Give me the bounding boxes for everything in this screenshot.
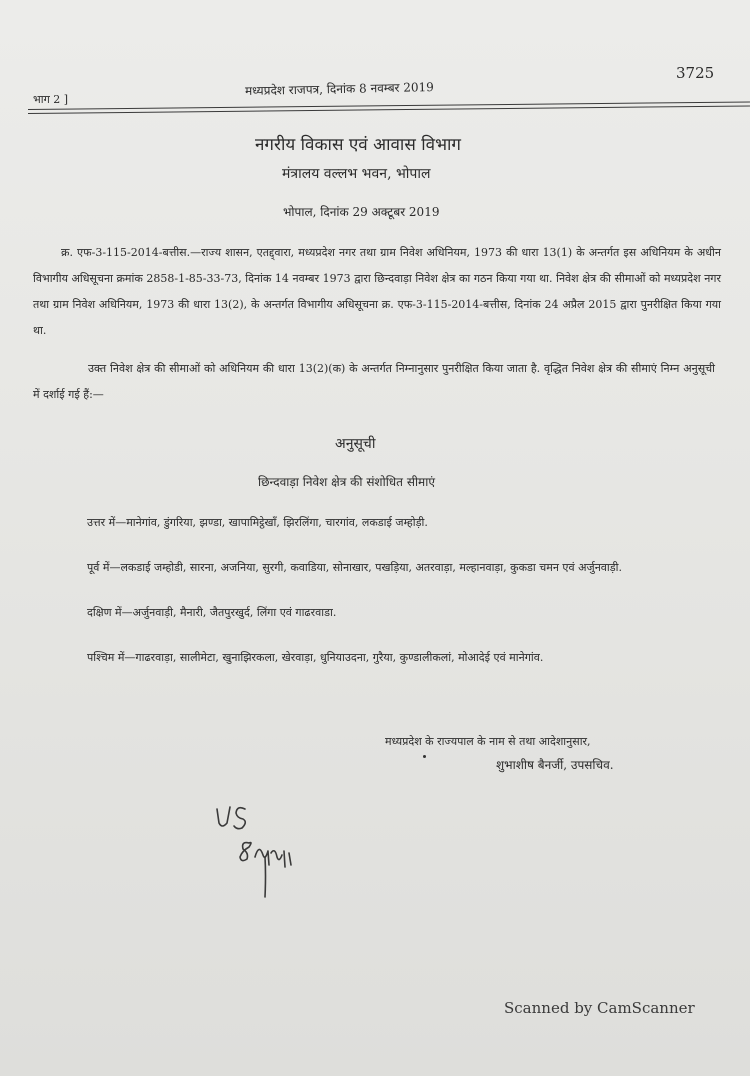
signatory-name: शुभाशीष बैनर्जी, उपसचिव. — [496, 758, 614, 772]
place-date: भोपाल, दिनांक 29 अक्टूबर 2019 — [283, 205, 440, 219]
ministry-address: मंत्रालय वल्लभ भवन, भोपाल — [282, 166, 431, 182]
department-title: नगरीय विकास एवं आवास विभाग — [255, 135, 461, 155]
handwritten-initials — [205, 795, 315, 905]
schedule-title: अनुसूची — [335, 436, 376, 452]
header-rule-bottom — [28, 105, 750, 114]
notification-paragraph-2: उक्त निवेश क्षेत्र की सीमाओं को अधिनियम की धारा 13(2)(क) के अन्तर्गत निम्नानुसार पुनरीक्षित किया जाता है. वृद्धित निवेश क्षेत्र की सीमाएं निम्न अनुसूची में दर्शाई गई हैं:— — [33, 362, 715, 401]
page-number: 3725 — [676, 64, 715, 82]
boundary-west: पश्चिम में—गाढरवाड़ा, सालीमेटा, खुनाझिरकला, खेरवाड़ा, धुनियाउदना, गुरैया, कुण्डालीकलां, मोआदेई एवं मानेगांव. — [87, 651, 544, 664]
gazette-header: मध्यप्रदेश राजपत्र, दिनांक 8 नवम्बर 2019 — [244, 80, 435, 98]
schedule-subtitle: छिन्दवाड़ा निवेश क्षेत्र की संशोधित सीमाएं — [258, 475, 435, 489]
scanner-watermark: Scanned by CamScanner — [504, 999, 695, 1017]
stray-dot — [423, 755, 426, 758]
section-label: भाग 2 ] — [33, 93, 69, 106]
boundary-east: पूर्व में—लकडाई जम्होडी, सारना, अजनिया, सुरगी, कवाडिया, सोनाखार, पखड़िया, अतरवाड़ा, मल्हानवाड़ा, कुकडा चमन एवं अर्जुनवाड़ी. — [87, 561, 622, 574]
signature-authority: मध्यप्रदेश के राज्यपाल के नाम से तथा आदेशानुसार, — [385, 735, 591, 748]
notification-paragraph-1: क्र. एफ-3-115-2014-बत्तीस.—राज्य शासन, एतद्द्वारा, मध्यप्रदेश नगर तथा ग्राम निवेश अधिनियम, 1973 की धारा 13(1) के अन्तर्गत इस अधिनियम के अधीन विभागीय अधिसूचना क्रमांक 2858-1-85-33-73, दिनांक 14 नवम्बर 1973 द्वारा छिन्दवाड़ा निवेश क्षेत्र का गठन किया गया था. निवेश क्षेत्र की सीमाओं को मध्यप्रदेश नगर तथा ग्राम निवेश अधिनियम, 1973 की धारा 13(2), के अन्तर्गत विभागीय अधिसूचना क्र. एफ-3-115-2014-बत्तीस, दिनांक 24 अप्रैल 2015 द्वारा पुनरीक्षित किया गया था. — [33, 246, 721, 337]
boundary-north: उत्तर में—मानेगांव, डुंगरिया, झण्डा, खापामिट्ठेखाँ, झिरलिंगा, चारगांव, लकडाई जम्होड़ी. — [87, 516, 428, 529]
boundary-south: दक्षिण में—अर्जुनवाड़ी, मैनारी, जैतपुरखुर्द, लिंगा एवं गाढरवाडा. — [87, 606, 337, 619]
